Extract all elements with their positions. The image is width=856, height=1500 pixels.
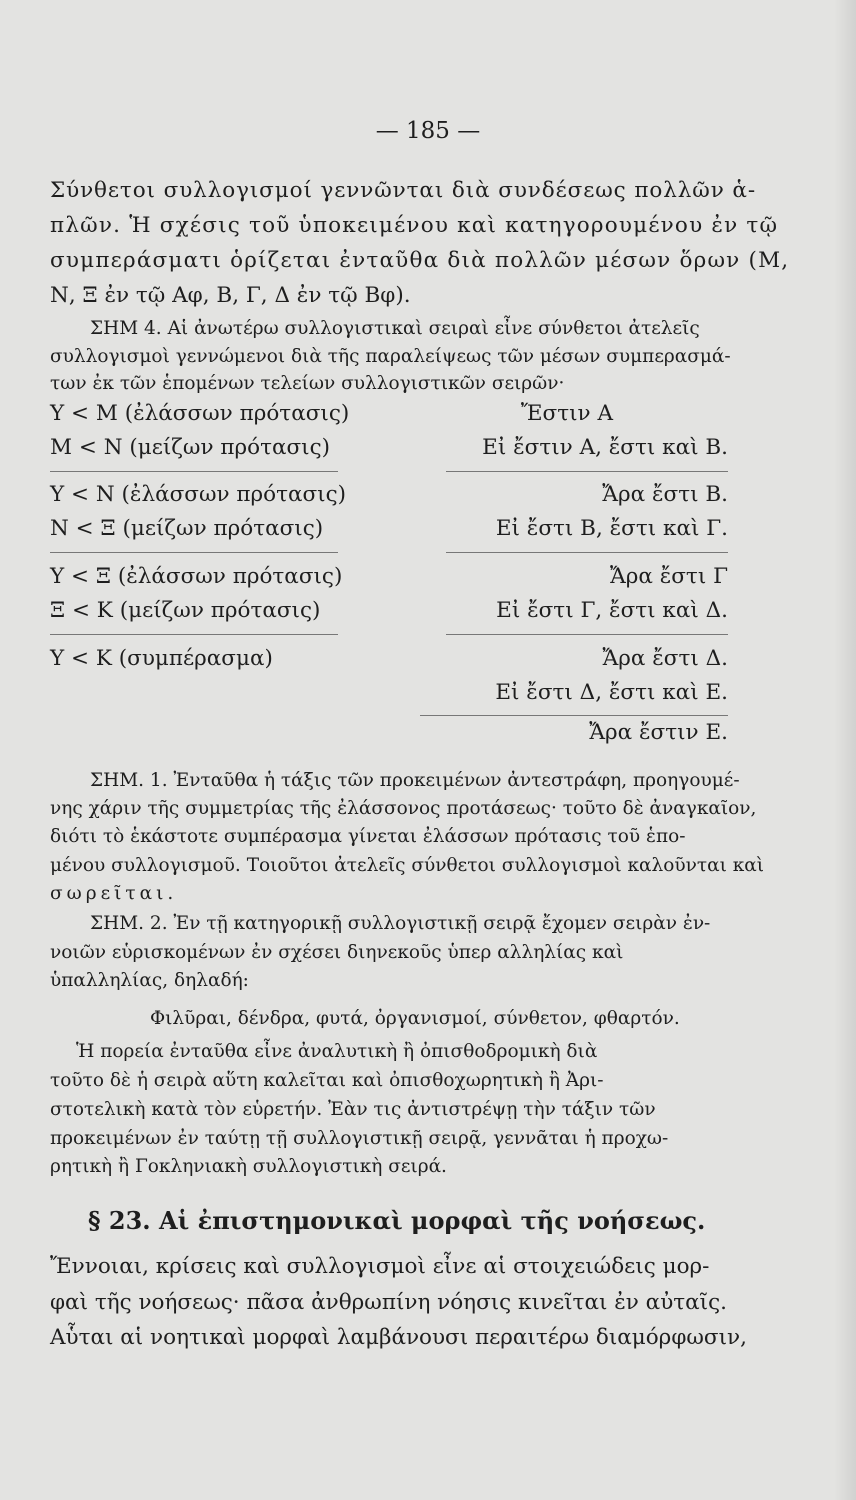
note1-line: μένου συλλογισμοῦ. Τοιοῦτοι ἀτελεῖς σύνθετοι συλλογισμοὶ καλοῦνται καὶ (50, 855, 765, 876)
scheme-rule (446, 471, 728, 472)
note2-line: στοτελικὴ κατὰ τὸν εὑρετήν. Ἐὰν τις ἀντιστρέψῃ τὴν τάξιν τῶν (50, 1099, 656, 1120)
scheme-left-premise: Μ < Ν (μείζων πρότασις) (50, 435, 331, 460)
scheme-right-line: Ἔστιν Α (520, 401, 613, 426)
intro-line: συμπεράσματι ὁρίζεται ἐνταῦθα διὰ πολλῶν μέσων ὅρων (Μ, (50, 248, 790, 273)
note2-line: προκειμένων ἐν ταύτῃ τῇ συλλογιστικῇ σειρᾷ, γεννᾶται ἡ προχω- (50, 1128, 669, 1149)
note2-line: τοῦτο δὲ ἡ σειρὰ αὕτη καλεῖται καὶ ὀπισθοχωρητικὴ ἢ Ἀρι- (50, 1070, 604, 1091)
section-heading: § 23. Αἱ ἐπιστημονικαὶ μορφαὶ τῆς νοήσεως. (88, 1206, 706, 1235)
scheme-right-line: Εἰ ἔστι Δ, ἔστι καὶ Ε. (495, 680, 728, 705)
scheme-left-premise: Ν < Ξ (μείζων πρότασις) (50, 516, 324, 541)
note2-line: νοιῶν εὑρισκομένων ἐν σχέσει διηνεκοῦς ὑπερ αλληλίας καὶ (50, 942, 624, 963)
note4-line: συλλογισμοὶ γεννώμενοι διὰ τῆς παραλείψεως τῶν μέσων συμπερασμά- (50, 346, 731, 367)
note2-line: ρητικὴ ἢ Γοκληνιακὴ συλλογιστικὴ σειρά. (50, 1156, 447, 1177)
scheme-right-line: Ἄρα ἔστιν Ε. (589, 720, 728, 745)
scheme-rule (446, 634, 728, 635)
page-number: — 185 — (375, 118, 481, 144)
page-edge-shadow (834, 0, 856, 1500)
note1-line: νης χάριν τῆς συμμετρίας τῆς ἐλάσσονος προτάσεως· τοῦτο δὲ ἀναγκαῖον, (50, 798, 757, 819)
scheme-right-line: Εἰ ἔστι Β, ἔστι καὶ Γ. (495, 516, 728, 541)
scheme-left-premise: Υ < Μ (ἐλάσσων πρότασις) (50, 401, 350, 426)
scheme-right-line: Ἄρα ἔστι Β. (602, 482, 728, 507)
note4-line: ΣΗΜ 4. Αἱ ἀνωτέρω συλλογιστικαὶ σειραὶ εἶνε σύνθετοι ἀτελεῖς (90, 318, 700, 339)
scheme-rule (50, 471, 338, 472)
note1-line: σωρεῖται. (50, 883, 178, 904)
scheme-rule (446, 552, 728, 553)
final-line: φαὶ τῆς νοήσεως· πᾶσα ἀνθρωπίνη νόησις κινεῖται ἐν αὐταῖς. (50, 1290, 727, 1315)
note1-line: ΣΗΜ. 1. Ἐνταῦθα ἡ τάξις τῶν προκειμένων ἀντεστράφη, προηγουμέ- (90, 770, 740, 791)
scheme-right-line: Ἄρα ἔστι Δ. (602, 646, 728, 671)
note2-example: Φιλῦραι, δένδρα, φυτά, ὀργανισμοί, σύνθετον, φθαρτόν. (150, 1008, 680, 1029)
scheme-rule (420, 715, 728, 716)
scheme-rule (50, 634, 338, 635)
note2-line: ὑπαλληλίας, δηλαδή: (50, 970, 249, 991)
scheme-left-premise: Υ < Ξ (ἐλάσσων πρότασις) (50, 564, 343, 589)
scheme-rule (50, 552, 338, 553)
intro-line: Σύνθετοι συλλογισμοί γεννῶνται διὰ συνδέσεως πολλῶν ἁ- (50, 178, 757, 203)
scheme-left-premise: Ξ < Κ (μείζων πρότασις) (50, 598, 321, 623)
scheme-left-premise: Υ < Ν (ἐλάσσων πρότασις) (50, 482, 347, 507)
scheme-right-line: Εἰ ἔστι Γ, ἔστι καὶ Δ. (496, 598, 728, 623)
note2-line: ΣΗΜ. 2. Ἐν τῇ κατηγορικῇ συλλογιστικῇ σειρᾷ ἔχομεν σειρὰν ἐν- (90, 913, 711, 934)
final-line: Αὗται αἱ νοητικαὶ μορφαὶ λαμβάνουσι περαιτέρω διαμόρφωσιν, (50, 1325, 747, 1350)
final-line: Ἔννοιαι, κρίσεις καὶ συλλογισμοὶ εἶνε αἱ στοιχειώδεις μορ- (50, 1254, 710, 1279)
scheme-right-line: Ἄρα ἔστι Γ (609, 564, 728, 589)
intro-line: Ν, Ξ ἐν τῷ Αφ, Β, Γ, Δ ἐν τῷ Βφ). (50, 283, 411, 308)
note4-line: των ἐκ τῶν ἑπομένων τελείων συλλογιστικῶν σειρῶν· (50, 373, 565, 394)
scheme-left-conclusion: Υ < Κ (συμπέρασμα) (50, 646, 273, 671)
scheme-right-line: Εἰ ἔστιν Α, ἔστι καὶ Β. (482, 435, 728, 460)
note1-line: διότι τὸ ἑκάστοτε συμπέρασμα γίνεται ἐλάσσων πρότασις τοῦ ἑπο- (50, 826, 686, 847)
intro-line: πλῶν. Ἡ σχέσις τοῦ ὑποκειμένου καὶ κατηγορουμένου ἐν τῷ (50, 213, 779, 238)
note2-line: Ἡ πορεία ἐνταῦθα εἶνε ἀναλυτικὴ ἢ ὀπισθοδρομικὴ διὰ (76, 1041, 598, 1062)
